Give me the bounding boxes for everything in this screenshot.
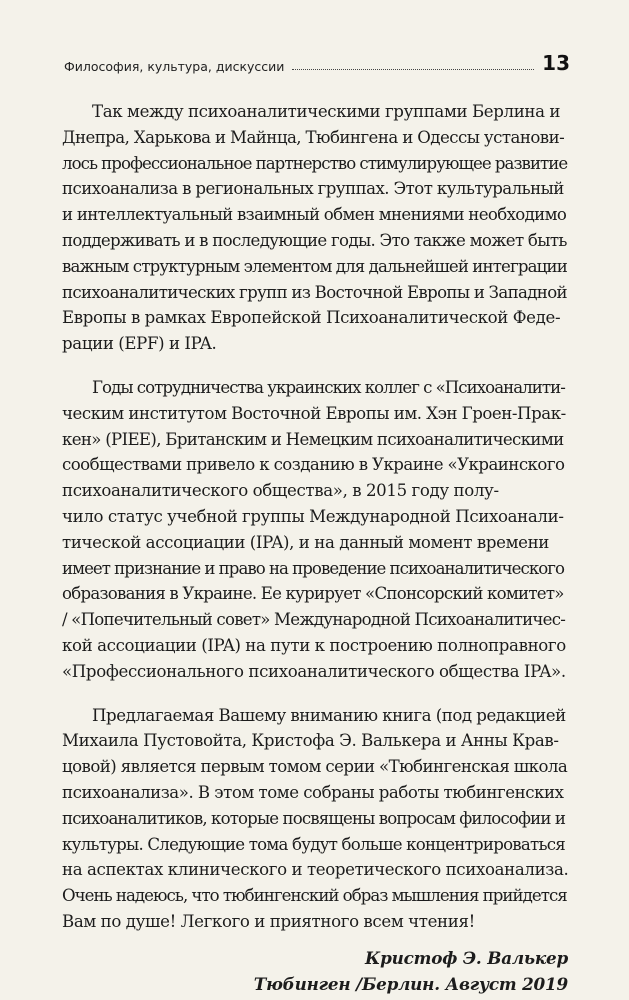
signature-gap (62, 935, 568, 945)
text-line: Очень надеюсь, что тюбингенский образ мышления прийдется (62, 886, 567, 906)
text-line: психоанализа». В этом томе собраны работы тюбингенских (62, 782, 564, 802)
text-line: рации (EPF) и IPA. (62, 334, 217, 354)
text-line: тической ассоциации (IPA), и на данный момент времени (62, 532, 550, 552)
text-line: культуры. Следующие тома будут больше концентрироваться (62, 834, 566, 854)
text-line: на аспектах клинического и теоретического психоанализа. (62, 860, 569, 880)
text-line: ческим институтом Восточной Европы им. Хэн Гроен-Прак- (62, 403, 566, 423)
text-line: кой ассоциации (IPA) на пути к построению полноправного (62, 635, 566, 655)
text-line: Так между психоаналитическими группами Берлина и (92, 102, 561, 121)
signature-place-date: Тюбинген /Берлин. Август 2019 (253, 973, 568, 994)
running-title: Философия, культура, дискуссии (64, 59, 285, 74)
text-line: образования в Украине. Ее курирует «Спонсорский комитет» (62, 584, 564, 604)
page-header (64, 50, 570, 74)
text-line: Годы сотрудничества украинских коллег с «Психоаналити- (92, 377, 565, 397)
text-line: Предлагаемая Вашему вниманию книга (под редакцией (92, 705, 566, 725)
body-text (62, 99, 568, 997)
text-line: психоаналитического общества», в 2015 году полу- (62, 481, 499, 501)
paragraph-1 (62, 99, 568, 357)
paragraph-3 (62, 703, 568, 935)
text-line: Вам по душе! Легкого и приятного всем чтения! (62, 911, 475, 931)
text-line: Европы в рамках Европейской Психоаналитической Феде- (62, 308, 561, 328)
text-line: / «Попечительный совет» Международной Психоаналитичес- (62, 610, 566, 630)
text-line: цовой) является первым томом серии «Тюбингенская школа (62, 757, 568, 777)
text-line: Днепра, Харькова и Майнца, Тюбингена и Одессы установи- (62, 127, 565, 147)
text-line: психоанализа в региональных группах. Этот культуральный (62, 179, 564, 199)
paragraph-2 (62, 375, 568, 685)
text-line: лось профессиональное партнерство стимулирующее развитие (62, 153, 568, 173)
text-line: важным структурным элементом для дальнейшей интеграции (62, 256, 567, 276)
text-line: сообществами привело к созданию в Украине «Украинского (62, 455, 565, 475)
text-line: психоаналитиков, которые посвящены вопросам философии и (62, 808, 566, 828)
dot-leader (292, 69, 534, 70)
text-line: психоаналитических групп из Восточной Европы и Западной (62, 282, 567, 302)
text-line: чило статус учебной группы Международной Психоанали- (62, 506, 564, 526)
paragraph-gap (62, 685, 568, 703)
text-line: поддерживать и в последующие годы. Это также может быть (62, 230, 567, 250)
text-line: «Профессионального психоаналитического общества IPA». (62, 661, 566, 681)
signature-author: Кристоф Э. Валькер (365, 947, 568, 968)
paragraph-gap (62, 357, 568, 375)
page-number: 13 (542, 51, 570, 75)
text-line: Михаила Пустовойта, Кристофа Э. Валькера и Анны Крав- (62, 731, 559, 751)
text-line: и интеллектуальный взаимный обмен мнениями необходимо (62, 205, 567, 225)
text-line: имеет признание и право на проведение психоаналитического (62, 558, 565, 578)
text-line: кен» (PIEE), Британским и Немецким психоаналитическими (62, 429, 564, 449)
